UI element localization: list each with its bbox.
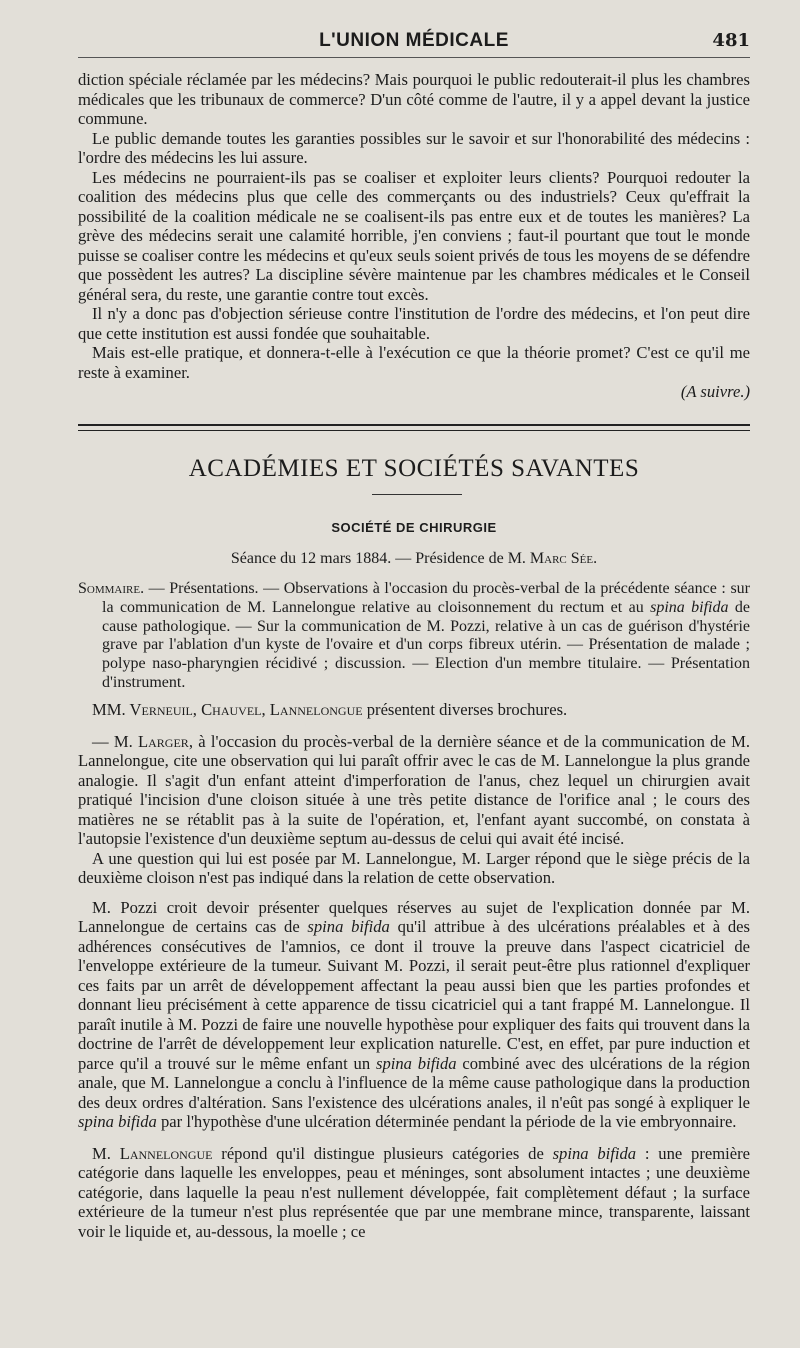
italic-term: spina bifida xyxy=(552,1143,637,1163)
text: M. Pozzi croit devoir présenter quelques réserves au sujet de l'explication donnée par M. Lannelongue de certains cas de xyxy=(78,897,750,936)
page-header xyxy=(78,30,750,56)
text: : une première catégorie dans laquelle les enveloppes, peau et méninges, sont absolument intactes ; une deuxième catégorie, dans laquelle la peau n'est nullement développée, fait complètement défaut ; la surface extérieure de la tumeur n'est plus représentée que par une membrane mince, transparente, laissant voir le liquide et, au-dessous, la moelle ; ce xyxy=(78,1143,750,1241)
header-rule xyxy=(78,57,750,58)
text: par l'hypothèse d'une ulcération déterminée pendant la période de la vie embryonnaire. xyxy=(156,1112,737,1131)
text: présentent diverses brochures. xyxy=(362,700,568,719)
article-continuation xyxy=(78,70,750,402)
paragraph xyxy=(78,700,750,720)
summary xyxy=(78,580,750,693)
text: qu'il attribue à des ulcérations préalables et à des adhérences consécutives de l'amnios, ce dont il trouve la preuve dans l'aspect cicatriciel de l'enveloppe extérieure de la tumeur. Suivant M. Pozzi, il serait peut-être plus rationnel d'expliquer ces faits par un arrêt de développement affectant la peau aussi bien que les parties profondes et donnant lieu précisément à cette apparence de tissu cicatriciel qui a tant frappé M. Lannelongue. Il paraît inutile à M. Pozzi de faire une nouvelle hypothèse pour expliquer des faits qui trouvent dans la doctrine de l'arrêt de développement leur explication naturelle. C'est, en effet, par pure induction et parce qu'il a trouvé sur le même enfant un xyxy=(78,917,750,1073)
text: combiné avec des ulcérations de la région anale, que M. Lannelongue a conclu à l'influence de la même cause pathologique dans la production des deux ordres d'altération. Sans l'existence des ulcérations anales, il n'eût pas songé à expliquer le xyxy=(78,1053,750,1112)
society-name: SOCIÉTÉ DE CHIRURGIE xyxy=(331,520,497,535)
text: , à l'occasion du procès-verbal de la dernière séance et de la communication de M. Lannelongue, cite une observation qui lui paraît offrir avec le cas de M. Lannelongue la plus grande analogie. Il s'agit d'un enfant atteint d'imperforation de l'anus, chez lequel un chirurgien avait pratiqué l'incision d'une cloison située à une très petite distance de l'orifice anal ; le cours des matières ne se rétablit pas à la suite de l'opération, et, l'enfant ayant succombé, on constata à l'autopsie l'existence d'un deuxième septum au-dessus de celui qui avait été incisé. xyxy=(78,731,750,848)
summary-text: — Présentations. — Observations à l'occasion du procès-verbal de la précédente séance : sur la communication de M. Lannelongue relative au cloisonnement du rectum et au xyxy=(102,580,750,616)
section-separator xyxy=(78,424,750,431)
paragraph: Le public demande toutes les garanties possibles sur le savoir et sur l'honorabilité des médecins : l'ordre des médecins les lui assure. xyxy=(78,128,750,167)
italic-term: spina bifida xyxy=(78,1112,157,1131)
session-date: Séance du 12 mars 1884. — Présidence de M. xyxy=(230,550,530,567)
to-be-continued xyxy=(78,382,750,402)
session-line xyxy=(78,550,750,568)
paragraph: diction spéciale réclamée par les médecins? Mais pourquoi le public redouterait-il plus les chambres médicales que les tribunaux de commerce? D'un côté comme de l'autre, il y a appel devant la justice commune. xyxy=(78,70,750,128)
paragraph: Mais est-elle pratique, et donnera-t-elle à l'exécution ce que la théorie promet? C'est ce qu'il me reste à examiner. xyxy=(78,343,750,382)
paragraph: A une question qui lui est posée par M. Lannelongue, M. Larger répond que le siège précis de la deuxième cloison n'est pas indiqué dans la relation de cette observation. xyxy=(78,848,750,887)
title-underline xyxy=(372,494,462,495)
summary-text-2: de cause pathologique. — Sur la communication de M. Pozzi, relative à un cas de guérison d'hystérie grave par l'ablation d'un kyste de l'ovaire et d'un corps fibreux utérin. — Présentation de malade ; polype naso-pharyngien récidivé ; discussion. — Election d'un membre titulaire. — Présentation d'instrument. xyxy=(102,598,750,691)
member-names: MM. Verneuil, Chauvel, Lannelongue xyxy=(92,700,363,719)
paragraph xyxy=(78,732,750,849)
speaker-name: Lannelongue xyxy=(119,1143,213,1163)
text: répond qu'il distingue plusieurs catégories de xyxy=(212,1143,553,1163)
italic-term: spina bifida xyxy=(376,1053,457,1073)
italic-term: spina bifida xyxy=(307,917,390,936)
text: — M. xyxy=(92,731,138,751)
paragraph xyxy=(78,1144,750,1242)
page-number: 481 xyxy=(712,30,750,51)
paragraph xyxy=(78,898,750,1132)
text: M. xyxy=(92,1143,120,1163)
to-be-continued-text: (A suivre.) xyxy=(680,382,750,401)
section-title: ACADÉMIES ET SOCIÉTÉS SAVANTES xyxy=(188,455,640,482)
summary-label: Sommaire. xyxy=(78,580,145,597)
paragraph: Les médecins ne pourraient-ils pas se coaliser et exploiter leurs clients? Pourquoi redouter la coalition des médecins plus que celle des commerçants ou des industriels? Ceux qu'effrait la possibilité de la coalition médicale ne se coalisent-ils pas entre eux et de toutes les manières? La grève des médecins serait une calamité horrible, j'en conviens ; faut-il pourtant que tout le monde puisse se coaliser contre les médecins et qu'eux seuls soient privés de tous les moyens de se défendre que possèdent les autres? La discipline sévère maintenue par les chambres médicales et le Conseil général sera, du reste, une garantie contre tout excès. xyxy=(78,167,750,304)
president-name: Marc Sée. xyxy=(529,550,598,567)
session-report xyxy=(78,700,750,1241)
journal-title: L'UNION MÉDICALE xyxy=(319,30,509,51)
paragraph: Il n'y a donc pas d'objection sérieuse contre l'institution de l'ordre des médecins, et l'on peut dire que cette institution est aussi fondée que souhaitable. xyxy=(78,304,750,343)
summary-italic: spina bifida xyxy=(650,598,729,616)
speaker-name: Larger xyxy=(138,731,189,751)
summary-paragraph xyxy=(78,580,750,693)
